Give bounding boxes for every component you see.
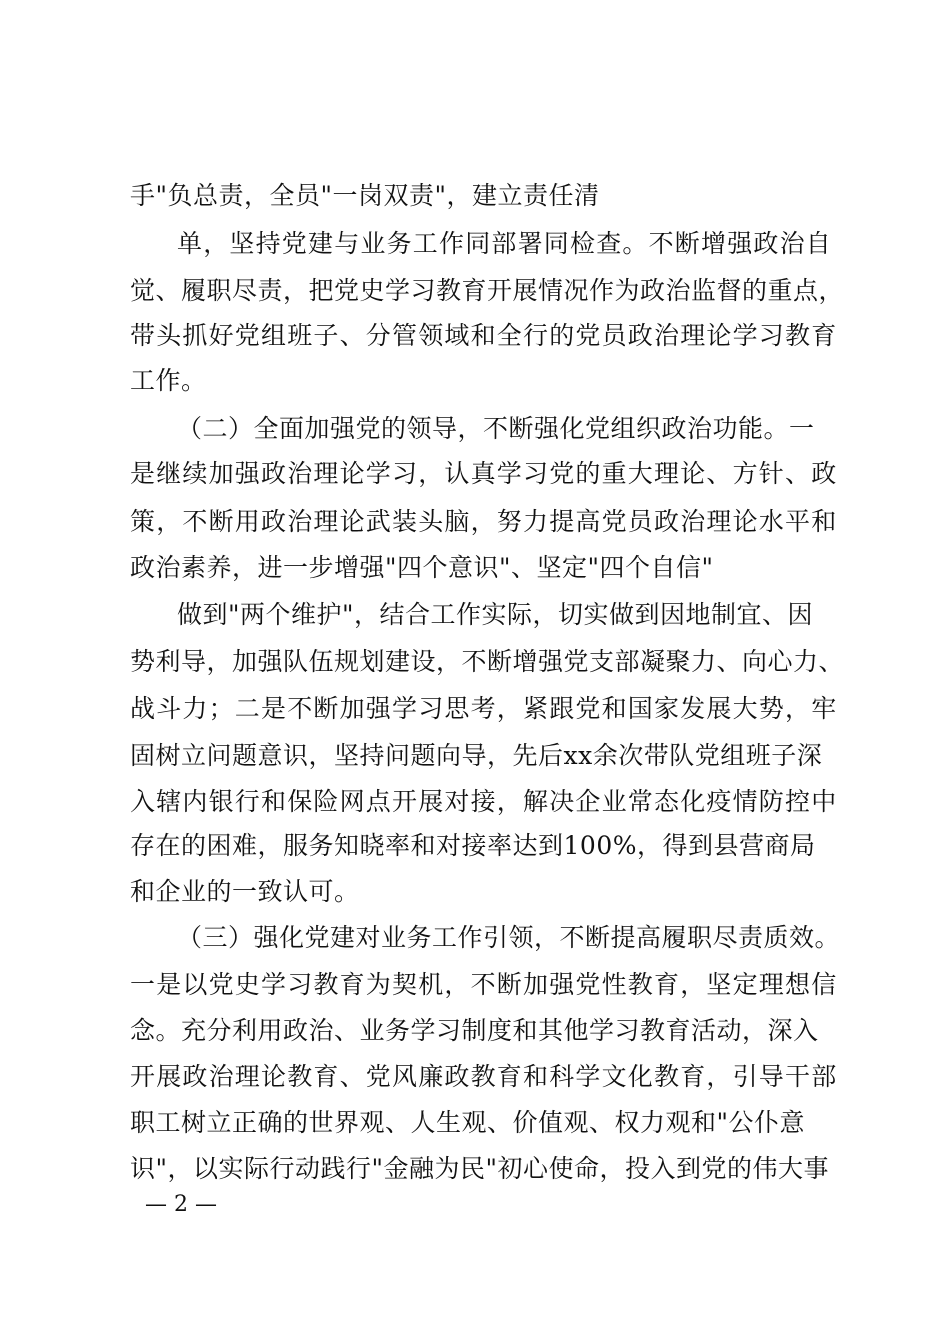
text-line: 入辖内银行和保险网点开展对接，解决企业常态化疫情防控中 bbox=[130, 787, 838, 816]
text-line: 战斗力；二是不断加强学习思考，紧跟党和国家发展大势，牢 bbox=[130, 694, 838, 723]
text-line: 带头抓好党组班子、分管领域和全行的党员政治理论学习教育 bbox=[130, 321, 838, 350]
page-number: — 2 — bbox=[145, 1192, 217, 1217]
text-line: 一是以党史学习教育为契机，不断加强党性教育，坚定理想信 bbox=[130, 970, 838, 999]
text-line: 觉、履职尽责，把党史学习教育开展情况作为政治监督的重点， bbox=[130, 276, 845, 305]
text-line: 和企业的一致认可。 bbox=[130, 877, 360, 906]
text-line: 单，坚持党建与业务工作同部署同检查。不断增强政治自 bbox=[177, 229, 833, 258]
text-line: 存在的困难，服务知晓率和对接率达到100%，得到县营商局 bbox=[130, 831, 816, 860]
text-line: 念。充分利用政治、业务学习制度和其他学习教育活动，深入 bbox=[130, 1016, 819, 1045]
text-line: 手"负总责，全员"一岗双责"，建立责任清 bbox=[130, 181, 600, 210]
text-line: 工作。 bbox=[130, 366, 207, 395]
section-heading-line: （三）强化党建对业务工作引领，不断提高履职尽责质效。 bbox=[177, 923, 841, 952]
text-line: 做到"两个维护"，结合工作实际，切实做到因地制宜、因 bbox=[177, 600, 814, 629]
text-line: 是继续加强政治理论学习，认真学习党的重大理论、方针、政 bbox=[130, 459, 838, 488]
text-line: 职工树立正确的世界观、人生观、价值观、权力观和"公仆意 bbox=[130, 1108, 806, 1137]
section-heading-line: （二）全面加强党的领导，不断强化党组织政治功能。一 bbox=[177, 414, 815, 443]
text-line: 政治素养，进一步增强"四个意识"、坚定"四个自信" bbox=[130, 553, 714, 582]
text-line: 势利导，加强队伍规划建设，不断增强党支部凝聚力、向心力、 bbox=[130, 647, 845, 676]
text-line: 识"，以实际行动践行"金融为民"初心使命，投入到党的伟大事 bbox=[130, 1154, 829, 1183]
text-line: 开展政治理论教育、党风廉政教育和科学文化教育，引导干部 bbox=[130, 1062, 838, 1091]
text-line: 策，不断用政治理论武装头脑，努力提高党员政治理论水平和 bbox=[130, 507, 838, 536]
text-line: 固树立问题意识，坚持问题向导，先后xx余次带队党组班子深 bbox=[130, 741, 823, 770]
